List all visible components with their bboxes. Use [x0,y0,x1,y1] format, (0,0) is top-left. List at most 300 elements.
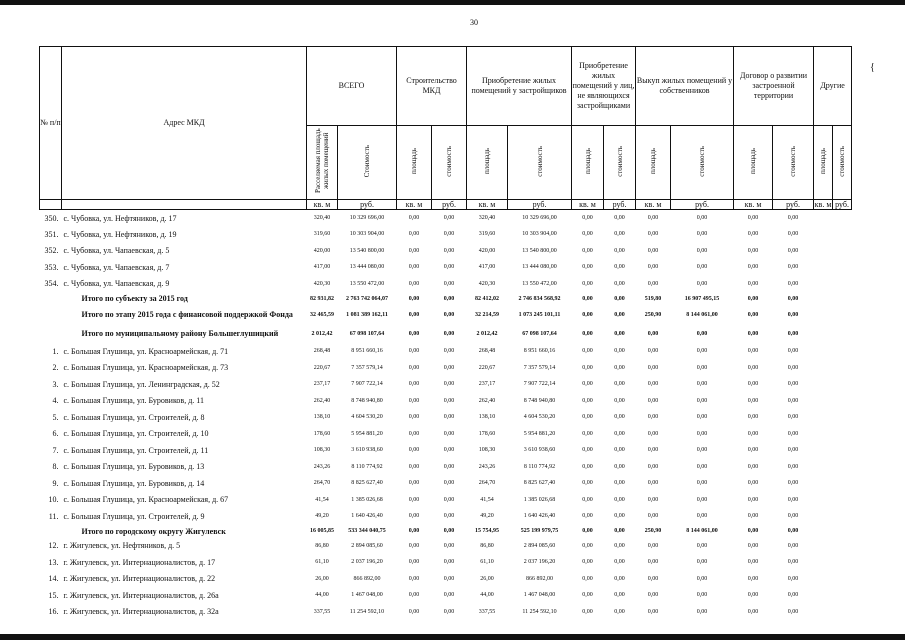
area-value: 0,00 [408,381,420,388]
cost-value [833,210,852,227]
cost-value: 0,00 [443,608,455,615]
area-value: 0,00 [647,381,659,388]
area-value: 420,00 [313,247,331,254]
subheader-area: площадь [467,126,508,200]
area-value [814,571,833,588]
cost-value: 0,00 [614,608,625,615]
cost-value: 0,00 [696,430,708,437]
table-row [40,376,852,393]
cost-value: 0,00 [696,330,708,337]
cost-value: 1 467 048,00 [523,592,556,599]
area-value: 0,00 [647,330,659,337]
area-value: 0,00 [747,280,759,287]
address-cell: с. Чубовка, ул. Чапаевская, д. 5 [63,246,170,256]
row-number [40,305,62,324]
cost-value: 0,00 [614,348,625,355]
area-value [814,538,833,555]
cost-value: 0,00 [787,575,799,582]
cost-value: 10 303 904,00 [349,231,385,238]
cost-value: 0,00 [614,264,625,271]
cost-value [833,324,852,343]
units-spacer [40,200,62,210]
area-value: 82 931,82 [310,295,334,302]
area-value: 319,60 [478,231,496,238]
area-value: 0,00 [408,247,420,254]
unit-label: кв. м [636,200,671,210]
area-value: 0,00 [747,215,759,221]
cost-value: 0,00 [443,430,455,437]
total-label: Итого по этапу 2015 года с финансовой поддержкой Фонда [81,310,293,319]
subheader-cost: стоимость [508,126,572,200]
cost-value [833,459,852,476]
cost-value: 0,00 [787,592,799,599]
cost-value: 0,00 [614,247,625,254]
num-header: № п/п [40,47,62,200]
cost-value: 0,00 [443,542,455,549]
group-header-purchase-others: Приобретение жилых помещений у лиц, не являющихся застройщиками [572,47,636,126]
group-header-purchase-developers: Приобретение жилых помещений у застройщиков [467,47,572,126]
area-value: 0,00 [582,280,593,287]
row-number: 6. [52,429,59,439]
area-value: 0,00 [408,513,420,520]
area-value: 337,55 [478,608,496,615]
cost-value: 0,00 [443,559,455,566]
area-value: 0,00 [408,463,420,470]
table-row [40,243,852,260]
cost-value: 0,00 [443,496,455,503]
table-row [40,492,852,509]
area-value: 237,17 [313,381,331,388]
area-value: 320,40 [478,215,496,221]
area-value: 0,00 [747,608,759,615]
area-value: 0,00 [747,542,759,549]
address-cell: с. Большая Глушица, ул. Строителей, д. 10 [63,429,209,439]
address-cell: с. Большая Глушица, ул. Строителей, д. 11 [63,445,209,455]
area-value: 0,00 [582,575,593,582]
subheader-area: площадь [814,126,833,200]
unit-label: руб. [833,200,852,210]
area-value: 0,00 [647,430,659,437]
cost-value: 0,00 [614,330,625,337]
area-value: 0,00 [582,348,593,355]
area-value: 0,00 [647,364,659,371]
area-value: 243,26 [478,463,496,470]
table-row [40,442,852,459]
cost-value: 0,00 [443,364,455,371]
area-value: 15 754,95 [475,528,500,534]
area-value: 0,00 [747,430,759,437]
address-cell: г. Жигулевск, ул. Интернационалистов, д. 22 [63,574,216,584]
total-label: Итого по муниципальному району Большеглушицкий [81,329,279,338]
area-value: 0,00 [647,575,659,582]
cost-value: 0,00 [614,295,625,302]
area-value: 0,00 [747,463,759,470]
housing-table [39,46,852,620]
area-value [814,226,833,243]
area-value: 0,00 [582,528,593,534]
area-value: 0,00 [408,447,420,454]
cost-value: 0,00 [443,295,455,302]
area-value: 0,00 [582,496,593,503]
area-value [814,587,833,604]
row-number: 4. [52,396,59,406]
area-value: 0,00 [582,414,593,421]
cost-value: 0,00 [787,496,799,503]
cost-value: 2 894 085,60 [523,542,556,549]
total-row [40,525,852,538]
cost-value: 2 037 196,20 [351,559,383,566]
unit-label: кв. м [814,200,832,209]
area-value: 320,40 [313,215,331,221]
address-cell: с. Чубовка, ул. Нефтяников, д. 17 [63,213,177,223]
page-number: 30 [470,18,478,27]
row-number: 9. [52,478,59,488]
cost-value: 533 344 040,75 [348,528,386,534]
table-row [40,409,852,426]
area-value: 0,00 [408,295,420,302]
cost-value: 11 254 592,10 [349,608,385,615]
cost-value [833,259,852,276]
group-header-buyout: Выкуп жилых помещений у собственников [636,47,734,126]
area-value: 0,00 [747,348,759,355]
cost-value: 7 907 722,14 [523,381,556,388]
unit-label: руб. [432,200,467,210]
area-value: 0,00 [582,330,593,337]
area-value: 0,00 [582,311,593,318]
cost-value [833,409,852,426]
cost-value [833,508,852,525]
cost-value [833,492,852,509]
cost-value: 8 144 061,00 [686,528,718,534]
cost-value [833,538,852,555]
area-value: 262,40 [313,397,331,404]
table-row [40,587,852,604]
table-body [40,210,852,621]
cost-value: 0,00 [614,397,625,404]
cost-value: 0,00 [696,592,708,599]
area-value [814,276,833,293]
cost-value: 0,00 [696,381,708,388]
cost-value: 0,00 [443,280,455,287]
cost-value: 13 444 080,00 [522,264,557,271]
area-value: 108,30 [313,447,331,454]
cost-value: 8 110 774,92 [523,463,556,470]
cost-value: 866 892,00 [526,575,554,582]
address-cell: с. Большая Глушица, ул. Красноармейская, д. 71 [63,346,229,356]
area-value: 0,00 [582,397,593,404]
area-value: 0,00 [408,592,420,599]
row-number: 14. [48,574,59,584]
total-label: Итого по городскому округу Жигулевск [81,526,226,536]
area-value: 264,70 [313,480,331,487]
area-value: 61,10 [315,559,329,566]
area-value [814,360,833,377]
cost-value: 11 254 592,10 [522,608,557,615]
area-value: 0,00 [408,397,420,404]
cost-value: 0,00 [787,381,799,388]
cost-value: 13 550 472,00 [522,280,557,287]
cost-value [833,226,852,243]
subheader-cost: стоимость [432,126,467,200]
cost-value: 0,00 [614,463,625,470]
area-value: 0,00 [582,247,593,254]
row-number: 3. [52,379,59,389]
cost-value: 13 550 472,00 [349,280,385,287]
row-number: 15. [48,590,59,600]
cost-value: 0,00 [787,364,799,371]
area-value: 0,00 [582,364,593,371]
cost-value: 0,00 [443,575,455,582]
area-value: 0,00 [747,247,759,254]
area-value: 0,00 [582,231,593,238]
area-value: 82 412,02 [475,295,500,302]
area-value: 178,60 [313,430,331,437]
cost-value: 1 467 048,00 [351,592,383,599]
address-cell: г. Жигулевск, ул. Интернационалистов, д. 32а [63,607,219,617]
area-value: 417,00 [313,264,331,271]
area-value: 32 465,59 [310,311,334,318]
address-cell: с. Большая Глушица, ул. Буровиков, д. 13 [63,462,205,472]
area-value: 0,00 [747,592,759,599]
area-value: 0,00 [582,608,593,615]
area-value: 16 005,85 [310,528,334,534]
cost-value: 10 303 904,00 [522,231,557,238]
cost-value [833,442,852,459]
area-value: 0,00 [647,480,659,487]
area-value: 0,00 [582,463,593,470]
area-value [814,525,833,538]
row-number: 16. [48,607,59,617]
area-value: 417,00 [478,264,496,271]
group-header-development-contract: Договор о развитии застроенной территории [734,47,814,126]
cost-value: 8 748 940,80 [523,397,556,404]
area-value: 41,54 [480,496,494,503]
address-cell: с. Большая Глушица, ул. Буровиков, д. 14 [63,478,205,488]
row-number: 5. [52,412,59,422]
cost-value: 5 954 881,20 [351,430,383,437]
cost-value [833,376,852,393]
area-value: 0,00 [408,575,420,582]
area-value: 0,00 [747,231,759,238]
address-cell: с. Большая Глушица, ул. Буровиков, д. 11 [63,396,204,406]
cost-value: 8 825 627,40 [351,480,383,487]
row-number: 352. [44,246,59,256]
area-value: 262,40 [478,397,496,404]
cost-value: 0,00 [696,496,708,503]
area-value: 0,00 [647,397,659,404]
cost-value: 0,00 [787,280,799,287]
subheader-cost: Стоимость [338,126,397,200]
cost-value: 525 199 979,75 [520,528,559,534]
cost-value: 0,00 [787,414,799,421]
table-row [40,343,852,360]
area-value: 220,67 [313,364,331,371]
cost-value: 0,00 [696,264,708,271]
unit-label: руб. [338,200,397,210]
cost-value: 3 610 938,60 [523,447,556,454]
cost-value: 0,00 [696,414,708,421]
address-cell: г. Жигулевск, ул. Нефтяников, д. 5 [63,541,181,551]
area-value: 0,00 [582,480,593,487]
unit-label: кв. м [307,200,338,210]
area-value: 0,00 [747,311,759,318]
unit-label: кв. м [467,200,508,210]
row-number: 354. [44,279,59,289]
cost-value: 13 540 800,00 [349,247,385,254]
scan-edge-bottom [0,634,905,640]
area-value: 0,00 [408,348,420,355]
cost-value: 10 329 696,00 [349,215,385,221]
total-row [40,305,852,324]
cost-value: 0,00 [614,311,625,318]
area-value: 0,00 [747,528,759,534]
area-value: 0,00 [408,430,420,437]
area-value: 0,00 [408,559,420,566]
area-value: 2 012,42 [311,330,333,337]
table-row [40,360,852,377]
area-value: 49,20 [480,513,494,520]
area-value: 237,17 [478,381,496,388]
area-value: 0,00 [408,264,420,271]
area-value: 0,00 [747,496,759,503]
area-value: 0,00 [647,348,659,355]
cost-value: 13 444 080,00 [349,264,385,271]
area-value: 138,10 [478,414,496,421]
area-value: 26,00 [480,575,494,582]
area-value: 0,00 [582,215,593,221]
scan-edge-top [0,0,905,5]
table-row [40,604,852,621]
area-value: 0,00 [647,513,659,520]
row-number: 7. [52,445,59,455]
cost-value: 0,00 [787,264,799,271]
cost-value: 0,00 [443,447,455,454]
row-number: 13. [48,557,59,567]
area-value [814,475,833,492]
address-cell: с. Большая Глушица, ул. Строителей, д. 9 [63,511,205,521]
row-number: 351. [44,229,59,239]
area-value: 0,00 [647,542,659,549]
cost-value: 0,00 [787,513,799,520]
cost-value: 0,00 [696,215,708,221]
area-value: 0,00 [582,513,593,520]
area-value: 0,00 [647,592,659,599]
unit-label: руб. [671,200,734,210]
cost-value: 0,00 [787,608,799,615]
address-cell: с. Большая Глушица, ул. Красноармейская, д. 67 [63,495,229,505]
cost-value: 0,00 [614,496,625,503]
cost-value: 0,00 [787,480,799,487]
area-value: 0,00 [408,608,420,615]
address-cell: с. Большая Глушица, ул. Строителей, д. 8 [63,412,205,422]
cost-value [833,604,852,621]
cost-value: 0,00 [443,592,455,599]
area-value [814,305,833,324]
address-cell: с. Чубовка, ул. Чапаевская, д. 7 [63,262,170,272]
area-value: 0,00 [747,264,759,271]
area-value [814,259,833,276]
area-value: 519,80 [644,295,662,302]
area-value: 26,00 [315,575,329,582]
group-header-total: ВСЕГО [307,47,397,126]
unit-label: кв. м [397,200,432,210]
cost-value: 866 892,00 [353,575,381,582]
cost-value: 13 540 800,00 [522,247,557,254]
area-value: 319,60 [313,231,331,238]
area-value: 0,00 [408,414,420,421]
area-value: 0,00 [747,513,759,520]
area-value: 2 012,42 [476,330,498,337]
cost-value: 0,00 [696,480,708,487]
cost-value: 0,00 [443,311,455,318]
area-value: 0,00 [747,447,759,454]
area-value [814,393,833,410]
area-value: 0,00 [647,414,659,421]
area-value [814,459,833,476]
table-row [40,426,852,443]
area-value: 0,00 [582,430,593,437]
cost-value: 1 081 389 162,11 [346,311,388,318]
cost-value: 0,00 [443,463,455,470]
row-number: 8. [52,462,59,472]
cost-value: 0,00 [787,348,799,355]
area-value: 0,00 [747,575,759,582]
cost-value: 0,00 [443,348,455,355]
area-value: 0,00 [647,215,659,221]
area-value: 250,90 [644,528,662,534]
cost-value: 0,00 [614,364,625,371]
area-value: 0,00 [408,330,420,337]
cost-value: 0,00 [787,247,799,254]
cost-value: 0,00 [696,463,708,470]
cost-value: 0,00 [443,381,455,388]
area-value [814,343,833,360]
area-value: 0,00 [582,592,593,599]
area-value: 0,00 [408,215,420,221]
table-row [40,393,852,410]
cost-value: 0,00 [787,542,799,549]
area-value [814,324,833,343]
area-value: 0,00 [647,559,659,566]
row-number: 350. [44,213,59,223]
area-value: 108,30 [478,447,496,454]
cost-value [833,393,852,410]
subheader-area-resettled: Расселяемая площадь жилых помещений [307,126,338,200]
area-value: 0,00 [647,463,659,470]
area-value: 0,00 [747,397,759,404]
area-value: 337,55 [313,608,331,615]
area-value: 0,00 [647,264,659,271]
row-number: 11. [48,511,59,521]
subheader-cost: стоимость [773,126,814,200]
cost-value: 0,00 [614,480,625,487]
cost-value: 0,00 [696,513,708,520]
cost-value: 0,00 [787,397,799,404]
cost-value: 0,00 [443,215,455,221]
area-value [814,292,833,305]
cost-value: 67 098 107,64 [349,330,385,337]
cost-value [833,360,852,377]
area-value: 44,00 [480,592,494,599]
table-row [40,226,852,243]
cost-value [833,587,852,604]
table-row [40,276,852,293]
cost-value [833,554,852,571]
area-value: 0,00 [582,447,593,454]
area-value: 268,48 [478,348,496,355]
cost-value: 8 144 061,00 [686,311,718,318]
total-row [40,324,852,343]
